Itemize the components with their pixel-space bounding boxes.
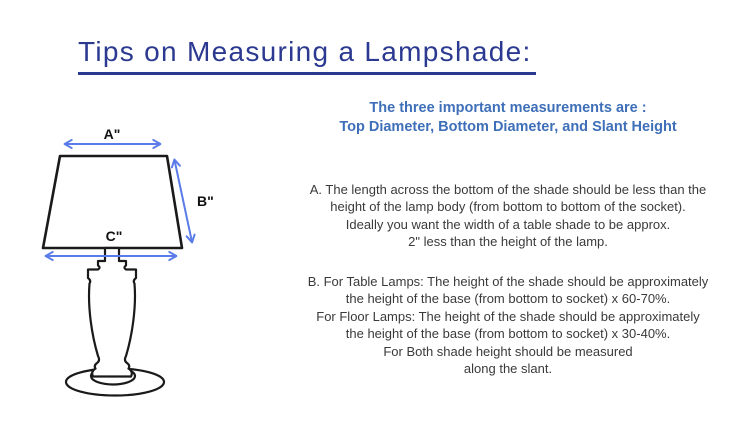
tip-b-line-5: For Both shade height should be measured [383, 343, 633, 359]
lamp-diagram [30, 110, 260, 410]
subtitle-line-1: The three important measurements are : [369, 100, 647, 116]
tip-a-line-1: A. The length across the bottom of the shade should be less than the [309, 182, 707, 197]
slant-height-label: B" [197, 193, 214, 209]
tip-a-line-3: Ideally you want the width of a table shade to be approx. [345, 216, 671, 232]
tip-b-line-2: the height of the base (from bottom to socket) x 60-70%. [345, 291, 671, 307]
bottom-diameter-label: C" [105, 228, 123, 244]
page-title: Tips on Measuring a Lampshade: [78, 36, 536, 75]
subtitle-line-2: Top Diameter, Bottom Diameter, and Slant Height [339, 119, 677, 135]
tip-a-line-2: height of the lamp body (from bottom to bottom of the socket). [330, 199, 686, 215]
tip-b-line-4: the height of the base (from bottom to socket) x 30-40%. [345, 326, 671, 342]
tip-b-line-1: B. For Table Lamps: The height of the shade should be approximately [307, 274, 709, 289]
top-diameter-label: A" [103, 126, 121, 142]
tip-b-line-6: along the slant. [463, 361, 553, 377]
tip-a-line-4: 2" less than the height of the lamp. [408, 234, 608, 250]
lamp-body-outline [88, 248, 136, 377]
tip-a-paragraph [279, 181, 737, 251]
subtitle [279, 99, 737, 137]
tip-b-line-3: For Floor Lamps: The height of the shade should be approximately [316, 308, 700, 324]
tip-b-paragraph [279, 273, 737, 377]
